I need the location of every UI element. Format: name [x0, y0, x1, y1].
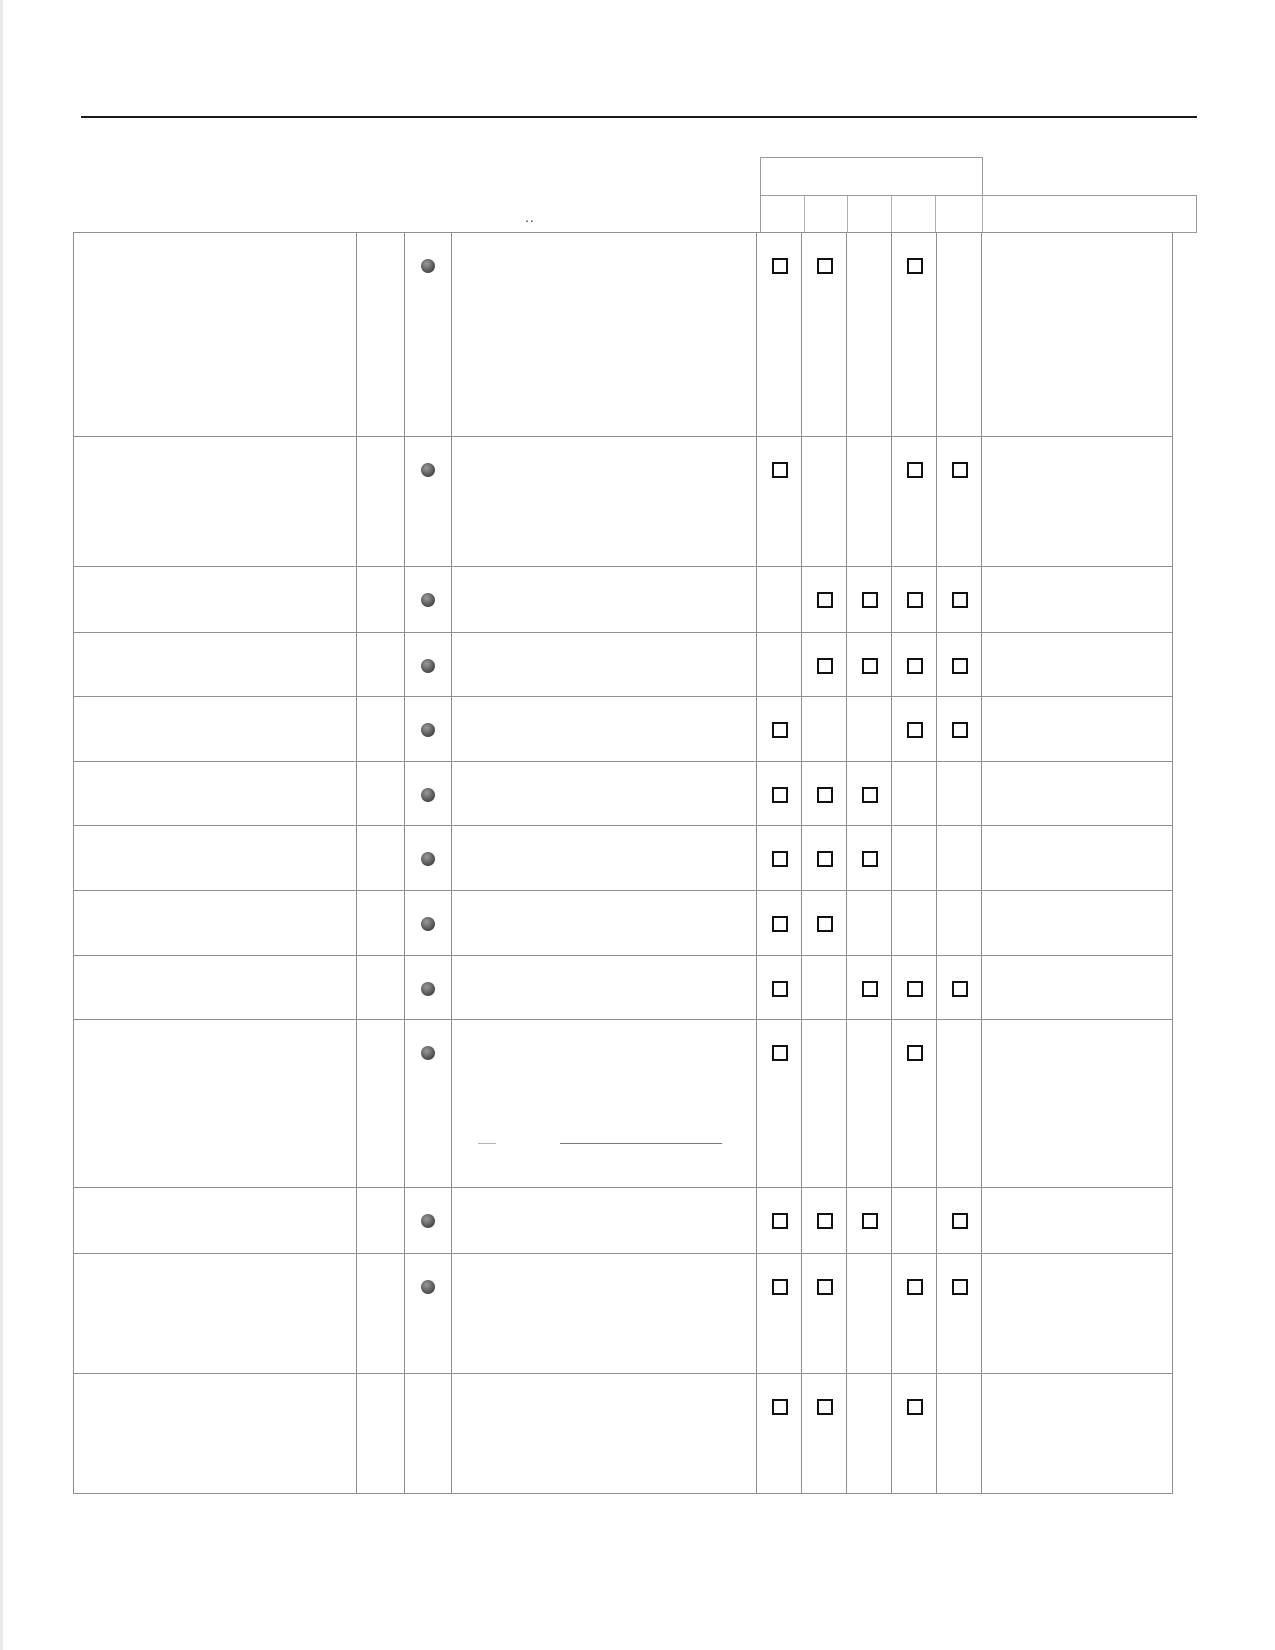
checkbox[interactable] — [817, 1213, 833, 1229]
checkbox-cell — [937, 1020, 982, 1188]
item-description-cell — [452, 567, 757, 633]
checkbox-cell — [802, 1188, 847, 1254]
checkbox[interactable] — [817, 658, 833, 674]
checkbox-cell — [802, 1020, 847, 1188]
checkbox[interactable] — [907, 981, 923, 997]
checkbox[interactable] — [772, 1279, 788, 1295]
checkbox[interactable] — [817, 787, 833, 803]
checkbox-cell — [937, 891, 982, 956]
checkbox-cell — [757, 1188, 802, 1254]
checkbox[interactable] — [772, 1213, 788, 1229]
item-code-cell — [357, 826, 405, 891]
checkbox-cell — [757, 437, 802, 567]
indicator-cell — [405, 437, 452, 567]
checkbox-cell — [937, 567, 982, 633]
checkbox-cell — [847, 1020, 892, 1188]
item-name-cell — [74, 697, 357, 762]
item-description-cell — [452, 633, 757, 697]
checkbox-cell — [802, 233, 847, 437]
indicator-cell — [405, 891, 452, 956]
checkbox[interactable] — [772, 1045, 788, 1061]
table-row — [74, 697, 1173, 762]
item-name-cell — [74, 826, 357, 891]
notes-cell — [982, 956, 1173, 1020]
checklist-table — [73, 232, 1173, 1494]
checkbox[interactable] — [817, 258, 833, 274]
checkbox-cell — [802, 437, 847, 567]
checkbox-cell — [847, 1374, 892, 1494]
table-row — [74, 1374, 1173, 1494]
table-row — [74, 633, 1173, 697]
item-name-cell — [74, 1254, 357, 1374]
checkbox[interactable] — [772, 1399, 788, 1415]
item-name-cell — [74, 762, 357, 826]
indicator-cell — [405, 1020, 452, 1188]
checkbox[interactable] — [907, 592, 923, 608]
item-description-cell — [452, 437, 757, 567]
item-code-cell — [357, 762, 405, 826]
checkbox[interactable] — [817, 851, 833, 867]
notes-cell — [982, 1374, 1173, 1494]
checkbox[interactable] — [907, 722, 923, 738]
column-divider — [935, 196, 936, 232]
checkbox-cell — [892, 1374, 937, 1494]
bullet-dot-icon — [421, 852, 435, 866]
indicator-cell — [405, 1374, 452, 1494]
indicator-cell — [405, 1188, 452, 1254]
checkbox-cell — [847, 633, 892, 697]
table-row — [74, 437, 1173, 567]
checkbox[interactable] — [817, 1279, 833, 1295]
item-code-cell — [357, 567, 405, 633]
checkbox-cell — [937, 826, 982, 891]
checkbox-cell — [757, 1254, 802, 1374]
checkbox[interactable] — [862, 787, 878, 803]
checkbox[interactable] — [862, 981, 878, 997]
checkbox[interactable] — [952, 462, 968, 478]
indicator-cell — [405, 1254, 452, 1374]
item-description-cell — [452, 1020, 757, 1188]
checkbox-cell — [802, 1374, 847, 1494]
checkbox-cell — [847, 233, 892, 437]
column-divider — [982, 196, 983, 232]
subheader-marker: .. — [525, 209, 535, 225]
checkbox-cell — [847, 697, 892, 762]
checkbox-cell — [937, 956, 982, 1020]
checkbox-cell — [847, 956, 892, 1020]
indicator-cell — [405, 956, 452, 1020]
checkbox-cell — [757, 1374, 802, 1494]
checkbox[interactable] — [772, 916, 788, 932]
item-code-cell — [357, 697, 405, 762]
checkbox-cell — [892, 633, 937, 697]
checkbox[interactable] — [952, 1213, 968, 1229]
checkbox[interactable] — [907, 1045, 923, 1061]
item-code-cell — [357, 1020, 405, 1188]
checkbox-cell — [937, 762, 982, 826]
checkbox[interactable] — [952, 722, 968, 738]
item-code-cell — [357, 437, 405, 567]
checkbox-cell — [937, 633, 982, 697]
checkbox-cell — [757, 1020, 802, 1188]
bullet-dot-icon — [421, 1046, 435, 1060]
item-code-cell — [357, 891, 405, 956]
checkbox-cell — [802, 633, 847, 697]
checkbox-cell — [847, 891, 892, 956]
checkbox-cell — [892, 233, 937, 437]
notes-cell — [982, 891, 1173, 956]
notes-cell — [982, 233, 1173, 437]
item-code-cell — [357, 233, 405, 437]
item-description-cell — [452, 1188, 757, 1254]
checkbox-cell — [892, 437, 937, 567]
table-row — [74, 1020, 1173, 1188]
checkbox-cell — [802, 697, 847, 762]
item-code-cell — [357, 1188, 405, 1254]
checkbox-cell — [937, 1374, 982, 1494]
checkbox-cell — [892, 891, 937, 956]
checkbox-cell — [847, 762, 892, 826]
checkbox-cell — [757, 956, 802, 1020]
checkbox[interactable] — [772, 981, 788, 997]
bullet-dot-icon — [421, 659, 435, 673]
checkbox-cell — [892, 826, 937, 891]
item-name-cell — [74, 1020, 357, 1188]
checkbox[interactable] — [772, 722, 788, 738]
table-row — [74, 956, 1173, 1020]
bullet-dot-icon — [421, 1214, 435, 1228]
item-description-cell — [452, 233, 757, 437]
item-name-cell — [74, 956, 357, 1020]
checkbox[interactable] — [862, 1213, 878, 1229]
checkbox[interactable] — [772, 462, 788, 478]
indicator-cell — [405, 233, 452, 437]
item-description-cell — [452, 826, 757, 891]
checkbox-cell — [937, 697, 982, 762]
item-name-cell — [74, 1188, 357, 1254]
item-description-cell — [452, 1374, 757, 1494]
fill-in-line — [478, 1143, 496, 1144]
checkbox-cell — [847, 437, 892, 567]
checkbox-cell — [757, 633, 802, 697]
item-name-cell — [74, 567, 357, 633]
item-description-cell — [452, 697, 757, 762]
checkbox[interactable] — [952, 1279, 968, 1295]
indicator-cell — [405, 826, 452, 891]
checkbox-cell — [892, 1020, 937, 1188]
item-code-cell — [357, 1374, 405, 1494]
item-code-cell — [357, 1254, 405, 1374]
notes-cell — [982, 1254, 1173, 1374]
checkbox[interactable] — [817, 916, 833, 932]
checkbox-cell — [802, 956, 847, 1020]
item-description-cell — [452, 762, 757, 826]
indicator-cell — [405, 697, 452, 762]
checkbox[interactable] — [907, 1399, 923, 1415]
indicator-cell — [405, 633, 452, 697]
checkbox-cell — [757, 826, 802, 891]
checkbox-cell — [847, 1254, 892, 1374]
table-row — [74, 762, 1173, 826]
checkbox-cell — [757, 233, 802, 437]
checkbox[interactable] — [907, 658, 923, 674]
item-code-cell — [357, 633, 405, 697]
item-name-cell — [74, 633, 357, 697]
checkbox-cell — [757, 762, 802, 826]
table-row — [74, 826, 1173, 891]
table-row — [74, 233, 1173, 437]
checkbox[interactable] — [907, 258, 923, 274]
column-divider — [891, 196, 892, 232]
checkbox-cell — [892, 567, 937, 633]
checkbox[interactable] — [817, 592, 833, 608]
checkbox[interactable] — [862, 592, 878, 608]
checkbox-cell — [847, 567, 892, 633]
checkbox-cell — [892, 697, 937, 762]
checkbox-cell — [937, 233, 982, 437]
checkbox[interactable] — [772, 851, 788, 867]
bullet-dot-icon — [421, 982, 435, 996]
item-description-cell — [452, 956, 757, 1020]
checkbox[interactable] — [772, 258, 788, 274]
checkbox-cell — [802, 1254, 847, 1374]
table-row — [74, 567, 1173, 633]
checkbox-cell — [892, 956, 937, 1020]
checkbox-cell — [892, 762, 937, 826]
bullet-dot-icon — [421, 723, 435, 737]
checkbox-cell — [847, 826, 892, 891]
header-rule — [81, 116, 1197, 118]
notes-cell — [982, 762, 1173, 826]
notes-cell — [982, 1188, 1173, 1254]
table-row — [74, 1254, 1173, 1374]
checkbox-cell — [847, 1188, 892, 1254]
checkbox[interactable] — [952, 981, 968, 997]
bullet-dot-icon — [421, 593, 435, 607]
checkbox[interactable] — [862, 658, 878, 674]
checkbox-cell — [802, 762, 847, 826]
checkbox-cell — [757, 891, 802, 956]
item-description-cell — [452, 1254, 757, 1374]
notes-cell — [982, 633, 1173, 697]
column-divider — [847, 196, 848, 232]
checkbox-cell — [937, 1254, 982, 1374]
item-code-cell — [357, 956, 405, 1020]
item-name-cell — [74, 891, 357, 956]
checkbox-cell — [802, 826, 847, 891]
checkbox-cell — [937, 1188, 982, 1254]
checkbox-cell — [802, 567, 847, 633]
bullet-dot-icon — [421, 788, 435, 802]
checkbox-cell — [892, 1188, 937, 1254]
checkbox-cell — [757, 697, 802, 762]
column-header-row — [760, 195, 1197, 233]
checkbox[interactable] — [952, 592, 968, 608]
checkbox[interactable] — [907, 1279, 923, 1295]
item-description-cell — [452, 891, 757, 956]
checkbox-cell — [892, 1254, 937, 1374]
column-group-header — [760, 157, 983, 195]
scan-edge — [0, 0, 3, 1650]
checkbox-cell — [757, 567, 802, 633]
notes-cell — [982, 437, 1173, 567]
notes-cell — [982, 567, 1173, 633]
checkbox[interactable] — [817, 1399, 833, 1415]
checkbox[interactable] — [862, 851, 878, 867]
notes-cell — [982, 697, 1173, 762]
notes-cell — [982, 826, 1173, 891]
bullet-dot-icon — [421, 259, 435, 273]
bullet-dot-icon — [421, 463, 435, 477]
notes-cell — [982, 1020, 1173, 1188]
checkbox-cell — [802, 891, 847, 956]
checkbox[interactable] — [952, 658, 968, 674]
table-row — [74, 891, 1173, 956]
checkbox[interactable] — [772, 787, 788, 803]
item-name-cell — [74, 437, 357, 567]
indicator-cell — [405, 567, 452, 633]
fill-in-line[interactable] — [560, 1143, 722, 1144]
checkbox[interactable] — [907, 462, 923, 478]
column-divider — [804, 196, 805, 232]
table-row — [74, 1188, 1173, 1254]
item-name-cell — [74, 1374, 357, 1494]
bullet-dot-icon — [421, 917, 435, 931]
checkbox-cell — [937, 437, 982, 567]
indicator-cell — [405, 762, 452, 826]
item-name-cell — [74, 233, 357, 437]
bullet-dot-icon — [421, 1280, 435, 1294]
